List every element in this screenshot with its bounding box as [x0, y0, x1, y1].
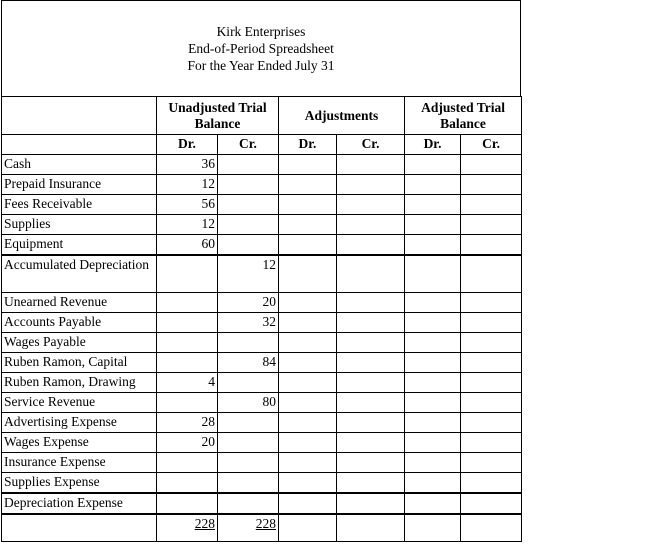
adjusted-dr-cell	[405, 155, 461, 175]
adjusted-dr-cell	[405, 235, 461, 256]
unadjusted-cr-cell	[218, 413, 279, 433]
spreadsheet-header	[1, 0, 521, 96]
adjusted-dr-cell	[405, 255, 461, 293]
unadjusted-dr-cell: 60	[157, 235, 218, 256]
unadjusted-cr-cell	[218, 473, 279, 494]
table-row	[2, 373, 522, 393]
adjusted-cr-cell	[461, 493, 522, 514]
adjusted-cr-cell	[461, 453, 522, 473]
adjustments-dr-cell	[279, 195, 337, 215]
adjusted-dr-cell	[405, 333, 461, 353]
unadjusted-dr-cell: 4	[157, 373, 218, 393]
table-row	[2, 453, 522, 473]
table-row	[2, 235, 522, 256]
unadjusted-cr-cell: 20	[218, 293, 279, 313]
unadjusted-dr-cell: 12	[157, 175, 218, 195]
table-row	[2, 413, 522, 433]
account-name: Equipment	[2, 235, 157, 256]
adjustments-cr-cell	[337, 235, 405, 256]
unadjusted-cr-cell	[218, 195, 279, 215]
unadjusted-dr-cell	[157, 313, 218, 333]
adjustments-cr-cell	[337, 413, 405, 433]
adjustments-cr-cell	[337, 373, 405, 393]
unadjusted-dr-cell	[157, 333, 218, 353]
table-row	[2, 493, 522, 514]
adjustments-dr-cell	[279, 313, 337, 333]
adjusted-cr-cell	[461, 473, 522, 494]
unadjusted-dr-cell	[157, 393, 218, 413]
trial-balance-table	[1, 96, 522, 542]
table-row	[2, 195, 522, 215]
unadjusted-cr-cell	[218, 433, 279, 453]
adjusted-dr-cell	[405, 195, 461, 215]
table-row	[2, 313, 522, 333]
report-title: End-of-Period Spreadsheet	[188, 41, 334, 56]
account-name: Unearned Revenue	[2, 293, 157, 313]
spreadsheet	[1, 0, 521, 542]
account-name: Cash	[2, 155, 157, 175]
unadjusted-dr-cell: 20	[157, 433, 218, 453]
dr-cr-subheader-row	[2, 135, 522, 155]
adjusted-cr-cell	[461, 235, 522, 256]
adjusted-dr-cell	[405, 353, 461, 373]
account-name: Wages Payable	[2, 333, 157, 353]
unadjusted-cr-cell	[218, 373, 279, 393]
unadjusted-cr-cell: 12	[218, 255, 279, 293]
adjusted-cr-cell	[461, 155, 522, 175]
unadjusted-dr-cell: 12	[157, 215, 218, 235]
totals-row	[2, 514, 522, 542]
unadjusted-dr-total: 228	[157, 514, 218, 542]
account-name: Accounts Payable	[2, 313, 157, 333]
account-name: Prepaid Insurance	[2, 175, 157, 195]
adjusted-dr-cell	[405, 413, 461, 433]
adjusted-cr-cell	[461, 293, 522, 313]
blank-subheader-cell	[2, 135, 157, 155]
adjustments-dr-cell	[279, 453, 337, 473]
totals-label-cell	[2, 514, 157, 542]
adjustments-dr-cell	[279, 353, 337, 373]
unadjusted-cr-cell: 84	[218, 353, 279, 373]
adjusted-cr-cell	[461, 433, 522, 453]
unadjusted-dr-cell: 28	[157, 413, 218, 433]
adjusted-cr-cell	[461, 373, 522, 393]
adjustments-cr-cell	[337, 453, 405, 473]
adjustments-cr-cell	[337, 393, 405, 413]
adjustments-cr-cell	[337, 333, 405, 353]
adjusted-dr-cell	[405, 215, 461, 235]
account-name: Supplies	[2, 215, 157, 235]
unadjusted-cr-header: Cr.	[218, 135, 279, 155]
adjusted-cr-cell	[461, 175, 522, 195]
adjustments-cr-cell	[337, 195, 405, 215]
adjusted-cr-header: Cr.	[461, 135, 522, 155]
unadjusted-dr-cell	[157, 353, 218, 373]
account-name: Insurance Expense	[2, 453, 157, 473]
table-row	[2, 155, 522, 175]
adjustments-cr-cell	[337, 493, 405, 514]
unadjusted-cr-cell	[218, 493, 279, 514]
unadjusted-cr-cell	[218, 453, 279, 473]
adjusted-dr-cell	[405, 493, 461, 514]
adjustments-cr-cell	[337, 313, 405, 333]
adjustments-cr-cell	[337, 353, 405, 373]
adjustments-cr-header: Cr.	[337, 135, 405, 155]
adjustments-cr-cell	[337, 175, 405, 195]
adjusted-cr-cell	[461, 313, 522, 333]
table-row	[2, 433, 522, 453]
adjustments-dr-cell	[279, 255, 337, 293]
blank-header-cell	[2, 97, 157, 135]
account-name: Wages Expense	[2, 433, 157, 453]
unadjusted-dr-cell: 56	[157, 195, 218, 215]
adjustments-dr-header: Dr.	[279, 135, 337, 155]
adjusted-cr-cell	[461, 215, 522, 235]
adjustments-dr-cell	[279, 155, 337, 175]
account-name: Depreciation Expense	[2, 493, 157, 514]
adjustments-dr-cell	[279, 333, 337, 353]
table-row	[2, 353, 522, 373]
table-row	[2, 333, 522, 353]
account-name: Supplies Expense	[2, 473, 157, 494]
adjustments-dr-total	[279, 514, 337, 542]
adjusted-dr-cell	[405, 393, 461, 413]
unadjusted-dr-header: Dr.	[157, 135, 218, 155]
adjusted-cr-cell	[461, 255, 522, 293]
column-group-row	[2, 97, 522, 135]
report-period: For the Year Ended July 31	[187, 58, 335, 73]
unadjusted-cr-cell: 32	[218, 313, 279, 333]
adjustments-cr-cell	[337, 255, 405, 293]
adjustments-cr-cell	[337, 215, 405, 235]
adjustments-dr-cell	[279, 493, 337, 514]
adjusted-dr-cell	[405, 313, 461, 333]
unadjusted-dr-cell	[157, 493, 218, 514]
adjusted-cr-cell	[461, 393, 522, 413]
table-row	[2, 255, 522, 293]
adjusted-cr-cell	[461, 413, 522, 433]
unadjusted-cr-cell	[218, 333, 279, 353]
adjustments-cr-cell	[337, 473, 405, 494]
unadjusted-dr-cell: 36	[157, 155, 218, 175]
unadjusted-dr-cell	[157, 293, 218, 313]
adjustments-dr-cell	[279, 293, 337, 313]
unadjusted-cr-total: 228	[218, 514, 279, 542]
table-row	[2, 215, 522, 235]
adjustments-dr-cell	[279, 413, 337, 433]
company-name: Kirk Enterprises	[216, 24, 306, 39]
adjusted-dr-header: Dr.	[405, 135, 461, 155]
unadjusted-cr-cell	[218, 175, 279, 195]
unadjusted-dr-cell	[157, 255, 218, 293]
account-name: Service Revenue	[2, 393, 157, 413]
unadjusted-trial-balance-header: Unadjusted Trial Balance	[157, 97, 279, 135]
adjusted-dr-cell	[405, 433, 461, 453]
adjusted-dr-total	[405, 514, 461, 542]
adjusted-cr-cell	[461, 195, 522, 215]
unadjusted-dr-cell	[157, 453, 218, 473]
adjusted-cr-cell	[461, 353, 522, 373]
adjusted-dr-cell	[405, 373, 461, 393]
account-name: Ruben Ramon, Capital	[2, 353, 157, 373]
account-name: Accumulated Depreciation	[2, 255, 157, 293]
unadjusted-cr-cell	[218, 215, 279, 235]
adjustments-cr-total	[337, 514, 405, 542]
adjustments-cr-cell	[337, 155, 405, 175]
adjusted-dr-cell	[405, 453, 461, 473]
account-name: Ruben Ramon, Drawing	[2, 373, 157, 393]
table-row	[2, 293, 522, 313]
adjusted-dr-cell	[405, 175, 461, 195]
adjustments-cr-cell	[337, 433, 405, 453]
unadjusted-cr-cell	[218, 235, 279, 256]
adjusted-cr-total	[461, 514, 522, 542]
adjusted-trial-balance-header: Adjusted Trial Balance	[405, 97, 522, 135]
adjustments-dr-cell	[279, 433, 337, 453]
adjustments-dr-cell	[279, 175, 337, 195]
adjusted-cr-cell	[461, 333, 522, 353]
adjusted-dr-cell	[405, 473, 461, 494]
table-row	[2, 473, 522, 494]
table-row	[2, 175, 522, 195]
adjustments-dr-cell	[279, 215, 337, 235]
adjustments-header: Adjustments	[279, 97, 405, 135]
adjustments-cr-cell	[337, 293, 405, 313]
unadjusted-cr-cell: 80	[218, 393, 279, 413]
unadjusted-dr-cell	[157, 473, 218, 494]
account-name: Advertising Expense	[2, 413, 157, 433]
adjustments-dr-cell	[279, 393, 337, 413]
adjustments-dr-cell	[279, 235, 337, 256]
table-row	[2, 393, 522, 413]
unadjusted-cr-cell	[218, 155, 279, 175]
account-name: Fees Receivable	[2, 195, 157, 215]
adjustments-dr-cell	[279, 373, 337, 393]
adjustments-dr-cell	[279, 473, 337, 494]
adjusted-dr-cell	[405, 293, 461, 313]
